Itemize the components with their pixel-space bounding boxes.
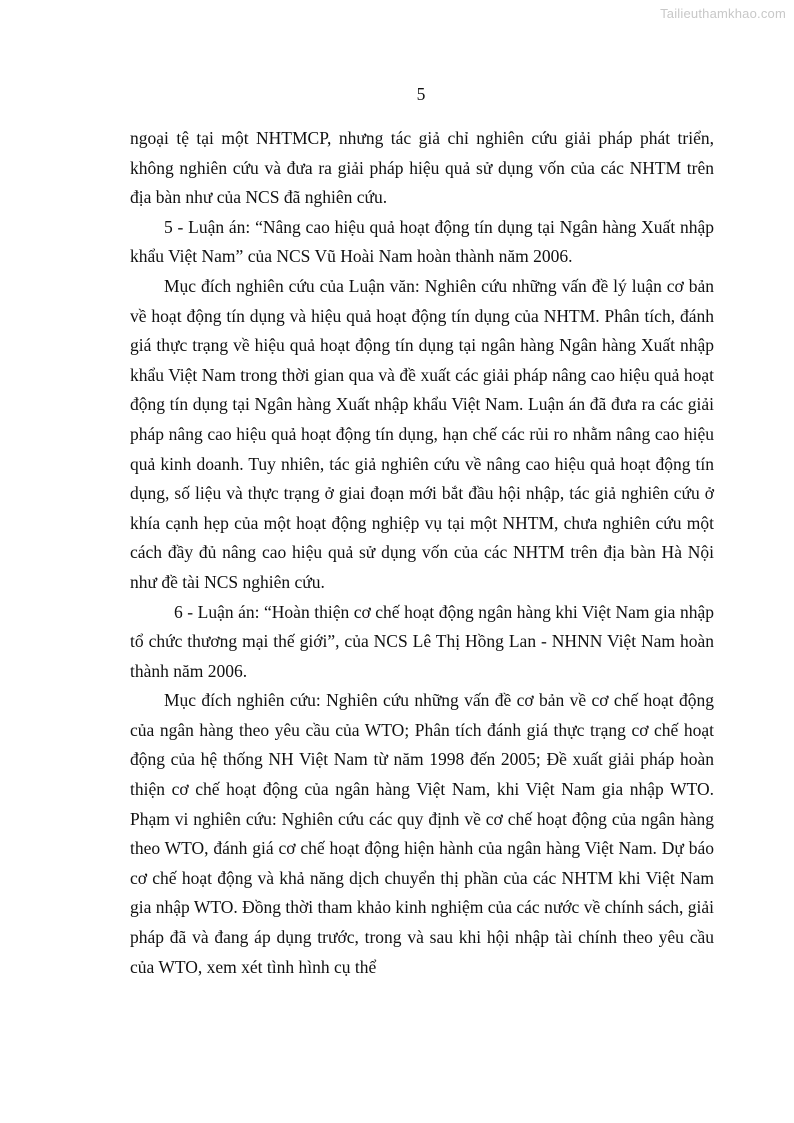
paragraph-thesis-5-purpose: Mục đích nghiên cứu của Luận văn: Nghiên cứu những vấn đề lý luận cơ bản về hoạt động tín dụng và hiệu quả hoạt động tín dụng của NHTM. Phân tích, đánh giá thực trạng về hiệu quả hoạt động tín dụng tại ngân hàng Ngân hàng Xuất nhập khẩu Việt Nam trong thời gian qua và đề xuất các giải pháp nâng cao hiệu quả hoạt động tín dụng tại Ngân hàng Xuất nhập khẩu Việt Nam. Luận án đã đưa ra các giải pháp nâng cao hiệu quả hoạt động tín dụng, hạn chế các rủi ro nhằm nâng cao hiệu quả kinh doanh. Tuy nhiên, tác giả nghiên cứu về nâng cao hiệu quả hoạt động tín dụng, số liệu và thực trạng ở giai đoạn mới bắt đầu hội nhập, tác giả nghiên cứu ở khía cạnh hẹp của một hoạt động nghiệp vụ tại một NHTM, chưa nghiên cứu một cách đầy đủ nâng cao hiệu quả sử dụng vốn của các NHTM trên địa bàn Hà Nội như đề tài NCS nghiên cứu. (130, 275, 714, 592)
paragraph-thesis-6-purpose: Mục đích nghiên cứu: Nghiên cứu những vấn đề cơ bản về cơ chế hoạt động của ngân hàng theo yêu cầu của WTO; Phân tích đánh giá thực trạng cơ chế hoạt động của hệ thống NH Việt Nam từ năm 1998 đến 2005; Đề xuất giải pháp hoàn thiện cơ chế hoạt động của ngân hàng Việt Nam, khi Việt Nam gia nhập WTO. Phạm vi nghiên cứu: Nghiên cứu các quy định về cơ chế hoạt động của ngân hàng theo WTO, đánh giá cơ chế hoạt động hiện hành của ngân hàng Việt Nam. Dự báo cơ chế hoạt động và khả năng dịch chuyển thị phần của các NHTM khi Việt Nam gia nhập WTO. Đồng thời tham khảo kinh nghiệm của các nước về chính sách, giải pháp đã và đang áp dụng trước, trong và sau khi hội nhập tài chính theo yêu cầu của WTO, xem xét tình hình cụ thể (130, 690, 714, 977)
watermark-text: Tailieuthamkhao.com (660, 6, 786, 21)
document-body (130, 124, 714, 982)
paragraph-continuation: ngoại tệ tại một NHTMCP, nhưng tác giả chỉ nghiên cứu giải pháp phát triển, không nghiên cứu và đưa ra giải pháp hiệu quả sử dụng vốn của các NHTM trên địa bàn như của NCS đã nghiên cứu. (130, 128, 714, 208)
paragraph-thesis-6: 6 - Luận án: “Hoàn thiện cơ chế hoạt động ngân hàng khi Việt Nam gia nhập tổ chức thương mại thế giới”, của NCS Lê Thị Hồng Lan - NHNN Việt Nam hoàn thành năm 2006. (130, 601, 714, 681)
paragraph-thesis-5: 5 - Luận án: “Nâng cao hiệu quả hoạt động tín dụng tại Ngân hàng Xuất nhập khẩu Việt Nam” của NCS Vũ Hoài Nam hoàn thành năm 2006. (130, 216, 714, 267)
page-number: 5 (416, 84, 426, 104)
